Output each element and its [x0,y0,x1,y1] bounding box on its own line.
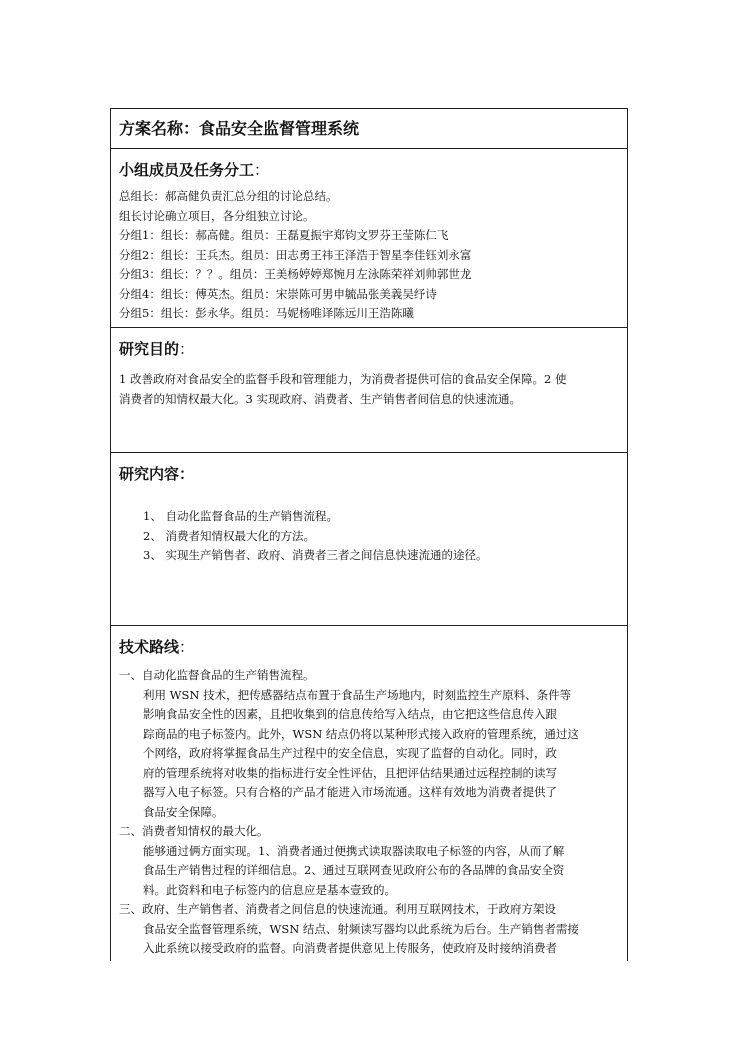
members-heading-text: 小组成员及任务分工 [119,161,255,179]
purpose-heading [119,338,619,360]
heading-colon: ： [254,161,270,179]
route-line: 料。此资料和电子标签内的信息应是基本壹致的。 [143,882,396,897]
route-line: 入此系统以接受政府的监督。向消费者提供意见上传服务，使政府及时接纳消费者 [143,941,557,955]
members-list [119,187,619,324]
route-section [111,626,627,961]
content-item: 1、 自动化监督食品的生产销售流程。 [143,509,338,523]
route-line: 能够通过俩方面实现。1、消费者通过便携式读取器读取电子标签的内容，从而了解 [143,843,565,858]
purpose-heading-text: 研究目的 [119,340,180,358]
members-line: 总组长：郝高健负责汇总分组的讨论总结。 [119,189,338,203]
purpose-body [119,370,619,409]
purpose-line: 消费者的知情权最大化。3 实现政府、消费者、生产销售者间信息的快速流通。 [119,391,521,406]
content-item: 2、 消费者知情权最大化的方法。 [143,528,315,543]
route-line: 影响食品安全性的因素，且把收集到的信息传给写入结点，由它把这些信息传入跟 [143,707,557,721]
proposal-table [110,108,628,961]
members-line: 组长讨论确立项目，各分组独立讨论。 [119,208,315,223]
content-section [111,453,627,626]
route-body [119,666,619,959]
content-heading: 研究内容： [119,465,195,483]
purpose-section [111,328,627,453]
heading-colon: ： [179,340,195,358]
members-line: 分组5：组长：彭永华。组员：马妮杨唯译陈远川王浩陈曦 [119,306,414,320]
members-line: 分组4：组长：傅英杰。组员：宋崇陈可男申毓品张美義吴纾诗 [119,286,437,301]
route-line: 器写入电子标签。只有合格的产品才能进入市场流通。这样有效地为消费者提供了 [143,785,557,799]
route-line: 食品生产销售过程的详细信息。2、通过互联网查见政府公布的各品牌的食品安全资 [143,863,565,877]
route-line: 食品安全保障。 [143,804,224,819]
route-heading-text: 技术路线 [119,638,180,656]
purpose-line: 1 改善政府对食品安全的监督手段和管理能力，为消费者提供可信的食品安全保障。2 使 [119,372,567,386]
route-line: 个网络，政府将掌握食品生产过程中的安全信息，实现了监督的自动化。同时，政 [143,746,557,760]
members-line: 分组3：组长：？？。组员：王美杨婷婷郑惋月左泳陈荣祥刘帅郭世龙 [119,267,472,281]
members-line: 分组2：组长：王兵杰。组员：田志勇王祎王泽浩于智星李佳钰刘永富 [119,247,472,262]
route-section-title: 三、政府、生产销售者、消费者之间信息的快速流通。利用互联网技术，于政府方架设 [119,902,556,916]
content-list [119,507,619,566]
members-heading [119,159,619,181]
route-line: 食品安全监督管理系统，WSN 结点、射频读写器均以此系统为后台。生产销售者需接 [143,921,579,936]
route-section-title: 一、自动化监督食品的生产销售流程。 [119,668,315,682]
route-section-title: 二、消费者知情权的最大化。 [119,824,269,838]
heading-colon: ： [179,638,195,656]
members-section [111,149,627,328]
content-item: 3、 实现生产销售者、政府、消费者三者之间信息快速流通的途径。 [143,548,488,562]
route-line: 踪商品的电子标签内。此外，WSN 结点仍将以某种形式接入政府的管理系统，通过这 [143,726,579,741]
route-heading [119,636,619,658]
route-line: 府的管理系统将对收集的指标进行安全性评估，且把评估结果通过远程控制的读写 [143,765,557,780]
members-line: 分组1：组长：郝高健。组员：王磊夏振宇郑钧文罗芬王莹陈仁飞 [119,228,449,242]
proposal-title: 方案名称：食品安全监督管理系统 [111,109,627,149]
route-line: 利用 WSN 技术，把传感器结点布置于食品生产场地内，时刻监控生产原料、条件等 [143,687,572,702]
